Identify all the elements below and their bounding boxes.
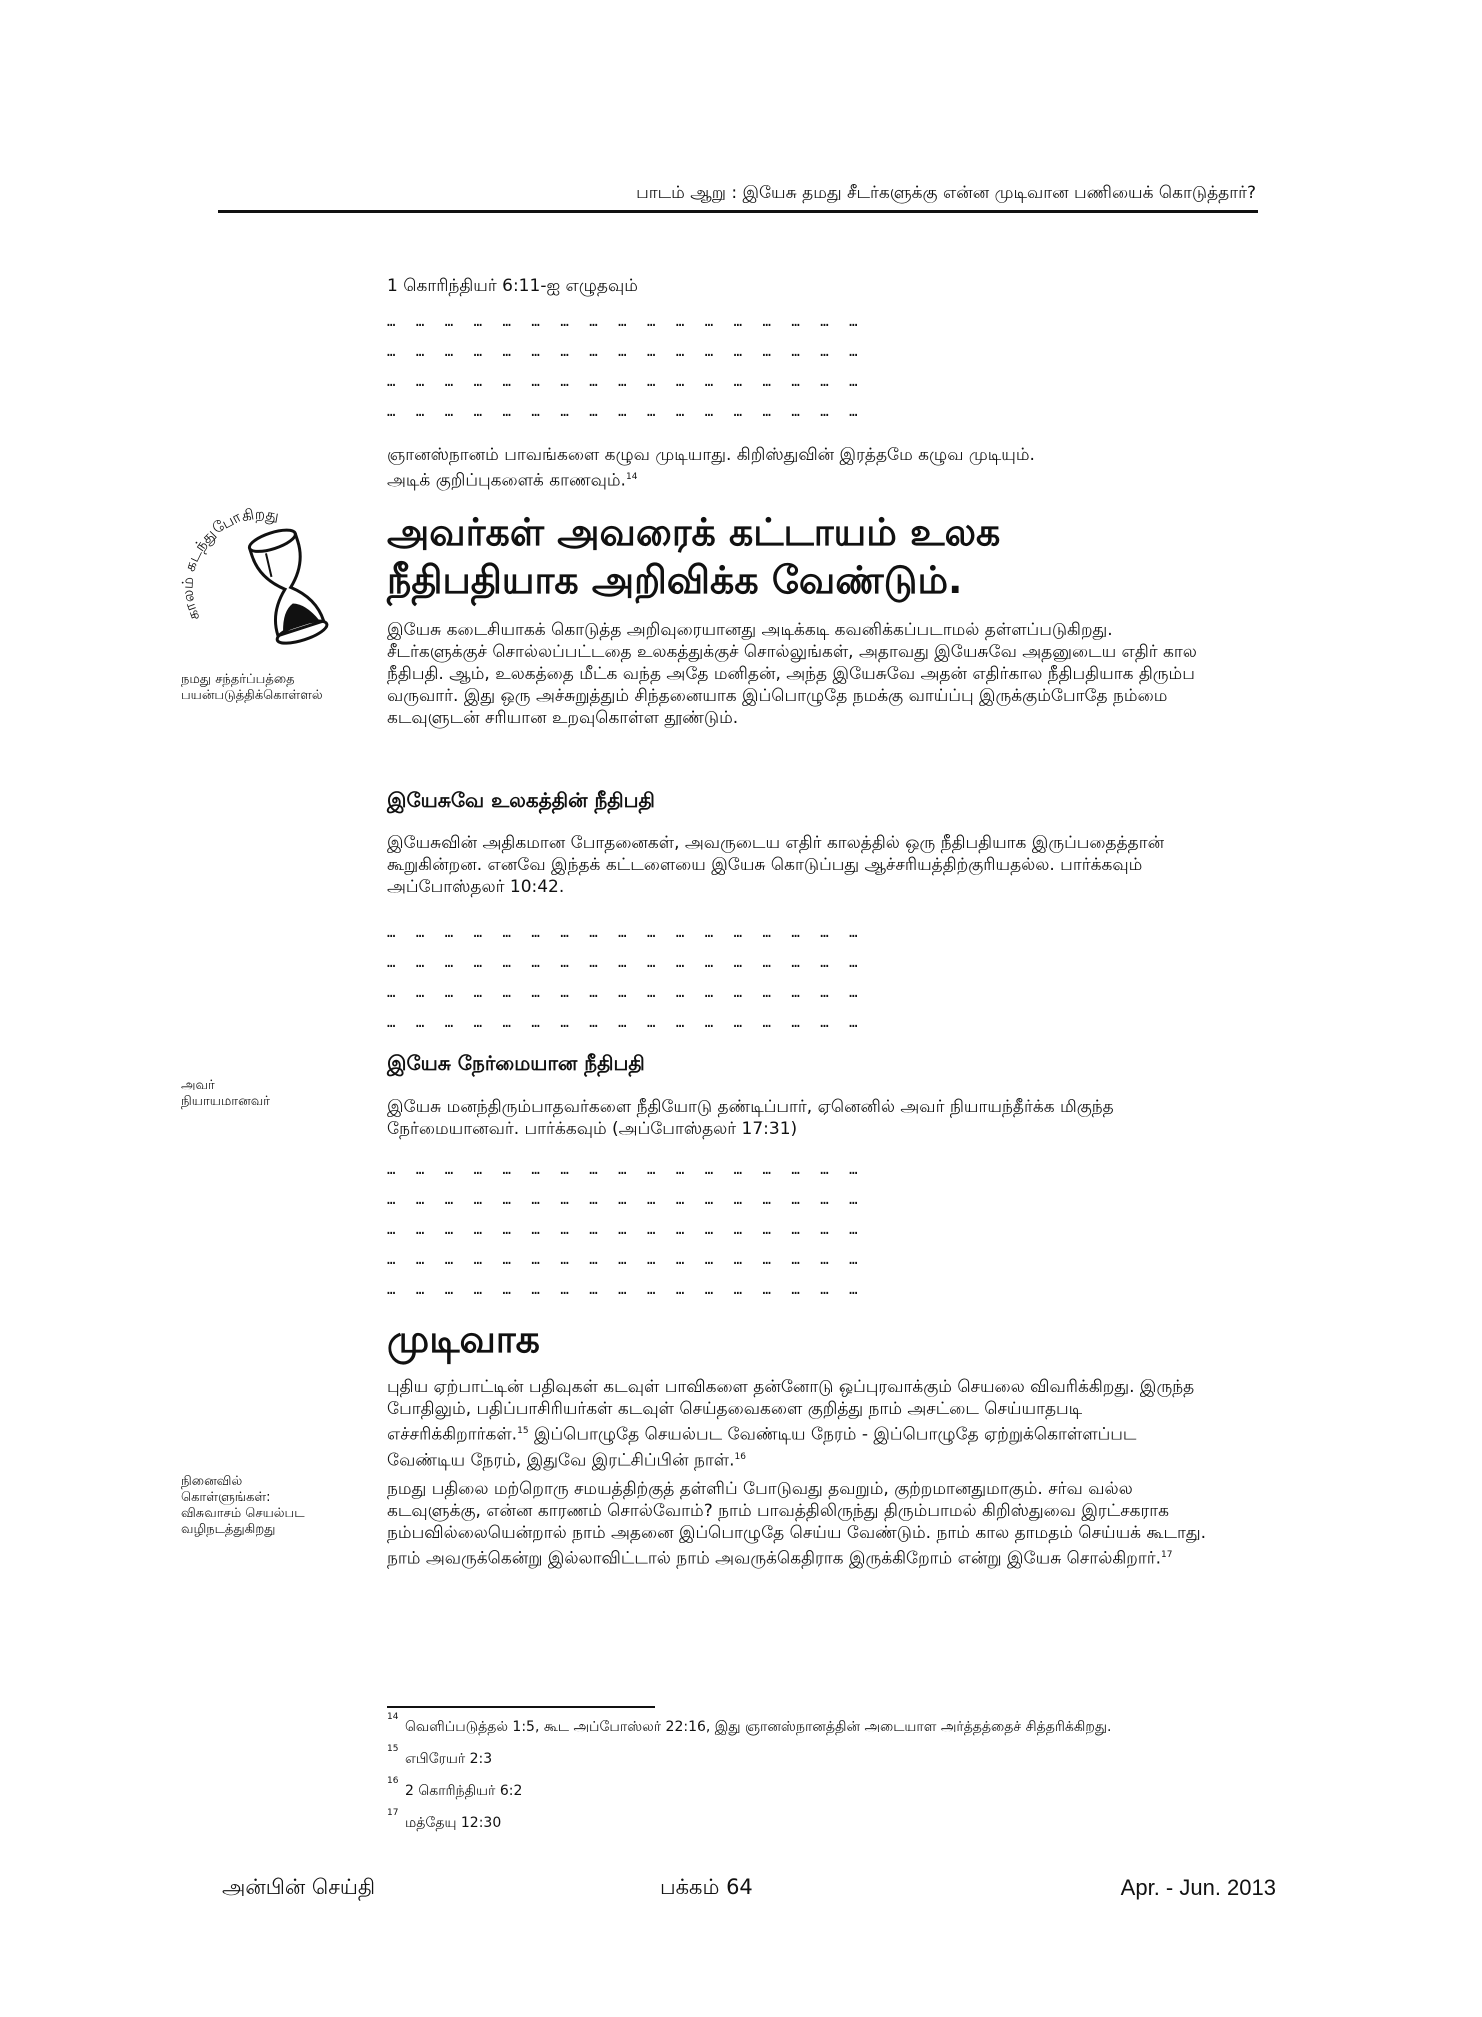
footnote-ref: 15 (517, 1426, 529, 1436)
write-instruction: 1 கொரிந்தியர் 6:11-ஐ எழுதவும் (387, 276, 638, 296)
hourglass-caption: காலம் கடந்துபோகிறது (178, 505, 281, 623)
dotted-line: … … … … … … … … … … … … … … … … … (387, 1282, 859, 1298)
writing-lines-2 (387, 918, 1217, 1038)
section1-paragraph: இயேசு கடைசியாகக் கொடுத்த அறிவுரையானது அடிக்கடி கவனிக்கப்படாமல் தள்ளப்படுகிறது. சீடர்களுக்குச் சொல்லப்பட்டதை உலகத்துக்குச் சொல்லுங்கள், அதாவது இயேசுவே அதனுடைய எதிர் கால நீதிபதி. ஆம், உலகத்தை மீட்க வந்த அதே மனிதன், அந்த இயேசுவே அதன் எதிர்கால நீதிபதியாக திரும்ப வருவார். இது ஒரு அச்சுறுத்தும் சிந்தனையாக இப்பொழுதே நமக்கு வாய்ப்பு இருக்கும்போதே நம்மை கடவுளுடன் சரியான உறவுகொள்ள தூண்டும். (387, 620, 1197, 728)
footnote: 16 2 கொரிந்தியர் 6:2 (387, 1776, 523, 1799)
running-header: பாடம் ஆறு : இயேசு தமது சீடர்களுக்கு என்ன முடிவான பணியைக் கொடுத்தார்? (636, 183, 1256, 203)
footer-date: Apr. - Jun. 2013 (1120, 1875, 1276, 1900)
svg-text:காலம் கடந்துபோகிறது (178, 505, 280, 623)
footnote-rule (387, 1706, 655, 1708)
hourglass-icon (160, 500, 360, 650)
dotted-line: … … … … … … … … … … … … … … … … … (387, 1252, 859, 1268)
dotted-line: … … … … … … … … … … … … … … … … … (387, 955, 859, 971)
footnote: 14 வெளிப்படுத்தல் 1:5, கூட அப்போஸ்லர் 22:16, இது ஞானஸ்நானத்தின் அடையாள அர்த்தத்தைச் சித்தரிக்கிறது. (387, 1712, 1112, 1735)
baptism-note-line1: ஞானஸ்நானம் பாவங்களை கழுவ முடியாது. கிறிஸ்துவின் இரத்தமே கழுவ முடியும். (387, 445, 1035, 465)
writing-lines-1 (387, 307, 1217, 427)
sidebar-note-remember: நினைவில் கொள்ளுங்கள்: விசுவாசம் செயல்பட வழிநடத்துகிறது (181, 1474, 305, 1537)
footnote: 15 எபிரேயர் 2:3 (387, 1744, 493, 1767)
section3-paragraph: இயேசு மனந்திரும்பாதவர்களை நீதியோடு தண்டிப்பார், ஏனெனில் அவர் நியாயந்தீர்க்க மிகுந்த நேர்மையானவர். பார்க்கவும் (அப்போஸ்தலர் 17:31) (387, 1097, 1114, 1139)
sidebar-note-opportunity: நமது சந்தர்ப்பத்தை பயன்படுத்திக்கொள்ளல் (181, 672, 323, 703)
conclusion-paragraph-2: நமது பதிலை மற்றொரு சமயத்திற்குத் தள்ளிப் போடுவது தவறும், குற்றமானதுமாகும். சர்வ வல்ல கடவுளுக்கு, என்ன காரணம் சொல்வோம்? நாம் பாவத்திலிருந்து திரும்பாமல் கிறிஸ்துவை இரட்சகராக நம்பவில்லையென்றால் நாம் அதனை இப்பொழுதே செய்ய வேண்டும். நாம் கால தாமதம் செய்யக் கூடாது. நாம் அவருக்கென்று இல்லாவிட்டால் நாம் அவருக்கெதிராக இருக்கிறோம் என்று இயேசு சொல்கிறார்.$^{17}$ (387, 1479, 1207, 1569)
dotted-line: … … … … … … … … … … … … … … … … … (387, 925, 859, 941)
dotted-line: … … … … … … … … … … … … … … … … … (387, 1015, 859, 1031)
dotted-line: … … … … … … … … … … … … … … … … … (387, 1222, 859, 1238)
subheading-world-judge: இயேசுவே உலகத்தின் நீதிபதி (387, 788, 655, 812)
writing-lines-3 (387, 1155, 1217, 1305)
baptism-note (387, 444, 1217, 492)
footnote-ref: 14 (625, 472, 638, 482)
dotted-line: … … … … … … … … … … … … … … … … … (387, 344, 859, 360)
footnote-ref: 16 (734, 1451, 746, 1462)
subheading-just-judge: இயேசு நேர்மையான நீதிபதி (387, 1051, 645, 1075)
footer-page-number: பக்கம் 64 (660, 1875, 753, 1899)
footnote: 17 மத்தேயு 12:30 (387, 1808, 502, 1831)
dotted-line: … … … … … … … … … … … … … … … … … (387, 404, 859, 420)
sidebar-note-just: அவர் நியாயமானவர் (181, 1078, 270, 1109)
section2-paragraph: இயேசுவின் அதிகமான போதனைகள், அவருடைய எதிர் காலத்தில் ஒரு நீதிபதியாக இருப்பதைத்தான் கூறுகின்றன. எனவே இந்தக் கட்டளையை இயேசு கொடுப்பது ஆச்சரியத்திற்குரியதல்ல. பார்க்கவும் அப்போஸ்தலர் 10:42. (387, 833, 1165, 897)
dotted-line: … … … … … … … … … … … … … … … … … (387, 1192, 859, 1208)
header-rule (218, 210, 1258, 213)
footnote-ref: 17 (1161, 1550, 1173, 1560)
footer-publication: அன்பின் செய்தி (222, 1875, 376, 1899)
conclusion-heading: முடிவாக (387, 1317, 540, 1361)
dotted-line: … … … … … … … … … … … … … … … … … (387, 1162, 859, 1178)
dotted-line: … … … … … … … … … … … … … … … … … (387, 314, 859, 330)
section-heading-judge: அவர்கள் அவரைக் கட்டாயம் உலக நீதிபதியாக அறிவிக்க வேண்டும். (387, 510, 1001, 602)
hourglass-illustration (160, 500, 360, 650)
baptism-note-line2: அடிக் குறிப்புகளைக் காணவும். (387, 470, 626, 491)
conclusion-paragraph-1: புதிய ஏற்பாட்டின் பதிவுகள் கடவுள் பாவிகளை தன்னோடு ஒப்புரவாக்கும் செயலை விவரிக்கிறது. இருந்த போதிலும், பதிப்பாசிரியர்கள் கடவுள் செய்தவைகளை குறித்து நாம் அசட்டை செய்யாதபடி எச்சரிக்கிறார்கள்.$^{15}$ இப்பொழுதே செயல்பட வேண்டிய நேரம் - இப்பொழுதே ஏற்றுக்கொள்ளப்பட வேண்டிய நேரம், இதுவே இரட்சிப்பின் நாள்.$^{16}$ (387, 1377, 1195, 1471)
dotted-line: … … … … … … … … … … … … … … … … … (387, 374, 859, 390)
dotted-line: … … … … … … … … … … … … … … … … … (387, 985, 859, 1001)
